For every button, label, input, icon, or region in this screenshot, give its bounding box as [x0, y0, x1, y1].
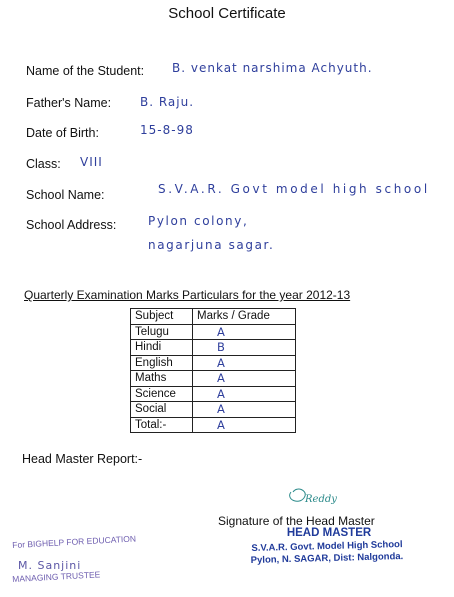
trustee-stamp-line2: MANAGING TRUSTEE — [12, 569, 101, 584]
grade-cell: A — [193, 386, 296, 402]
table-row — [131, 371, 296, 387]
certificate-title: School Certificate — [168, 5, 286, 22]
school-address-label: School Address: — [26, 218, 117, 232]
table-row — [131, 417, 296, 433]
subject-cell: English — [131, 355, 193, 371]
column-header-subject: Subject — [131, 309, 193, 325]
grade-cell: A — [193, 355, 296, 371]
grade-cell: A — [193, 371, 296, 387]
school-name-value: S.V.A.R. Govt model high school — [158, 182, 430, 196]
grade-cell: A — [193, 402, 296, 418]
trustee-signature: M. Sanjini — [18, 559, 82, 572]
grade-cell: B — [193, 340, 296, 356]
table-row — [131, 402, 296, 418]
table-row — [131, 386, 296, 402]
class-label: Class: — [26, 157, 61, 171]
school-address-line1: Pylon colony, — [148, 214, 249, 228]
grade-cell: A — [193, 417, 296, 433]
dob-label: Date of Birth: — [26, 126, 99, 140]
student-name-label: Name of the Student: — [26, 64, 145, 78]
subject-cell: Hindi — [131, 340, 193, 356]
table-row — [131, 355, 296, 371]
column-header-grade: Marks / Grade — [193, 309, 296, 325]
table-header-row — [131, 309, 296, 325]
marks-heading: Quarterly Examination Marks Particulars for the year 2012-13 — [24, 288, 351, 302]
dob-value: 15-8-98 — [140, 123, 194, 137]
grade-cell: A — [193, 324, 296, 340]
hm-stamp-line1: HEAD MASTER — [286, 527, 372, 539]
subject-cell: Total:- — [131, 417, 193, 433]
table-row — [131, 324, 296, 340]
signature-scribble: Reddy — [305, 494, 337, 505]
school-address-line2: nagarjuna sagar. — [148, 238, 275, 252]
subject-cell: Telugu — [131, 324, 193, 340]
student-name-value: B. venkat narshima Achyuth. — [172, 61, 373, 75]
head-master-report-label: Head Master Report:- — [22, 452, 143, 466]
school-name-label: School Name: — [26, 188, 105, 202]
class-value: VIII — [80, 155, 103, 169]
subject-cell: Maths — [131, 371, 193, 387]
hm-stamp-line3: Pylon, N. SAGAR, Dist: Nalgonda. — [250, 551, 404, 566]
father-name-value: B. Raju. — [140, 95, 195, 109]
marks-table — [130, 308, 296, 433]
subject-cell: Social — [131, 402, 193, 418]
trustee-stamp-line1: For BIGHELP FOR EDUCATION — [12, 533, 137, 550]
table-row — [131, 340, 296, 356]
subject-cell: Science — [131, 386, 193, 402]
hm-stamp-line2: S.V.A.R. Govt. Model High School — [251, 539, 403, 554]
signature-label: Signature of the Head Master — [218, 514, 375, 528]
father-name-label: Father's Name: — [26, 96, 112, 110]
